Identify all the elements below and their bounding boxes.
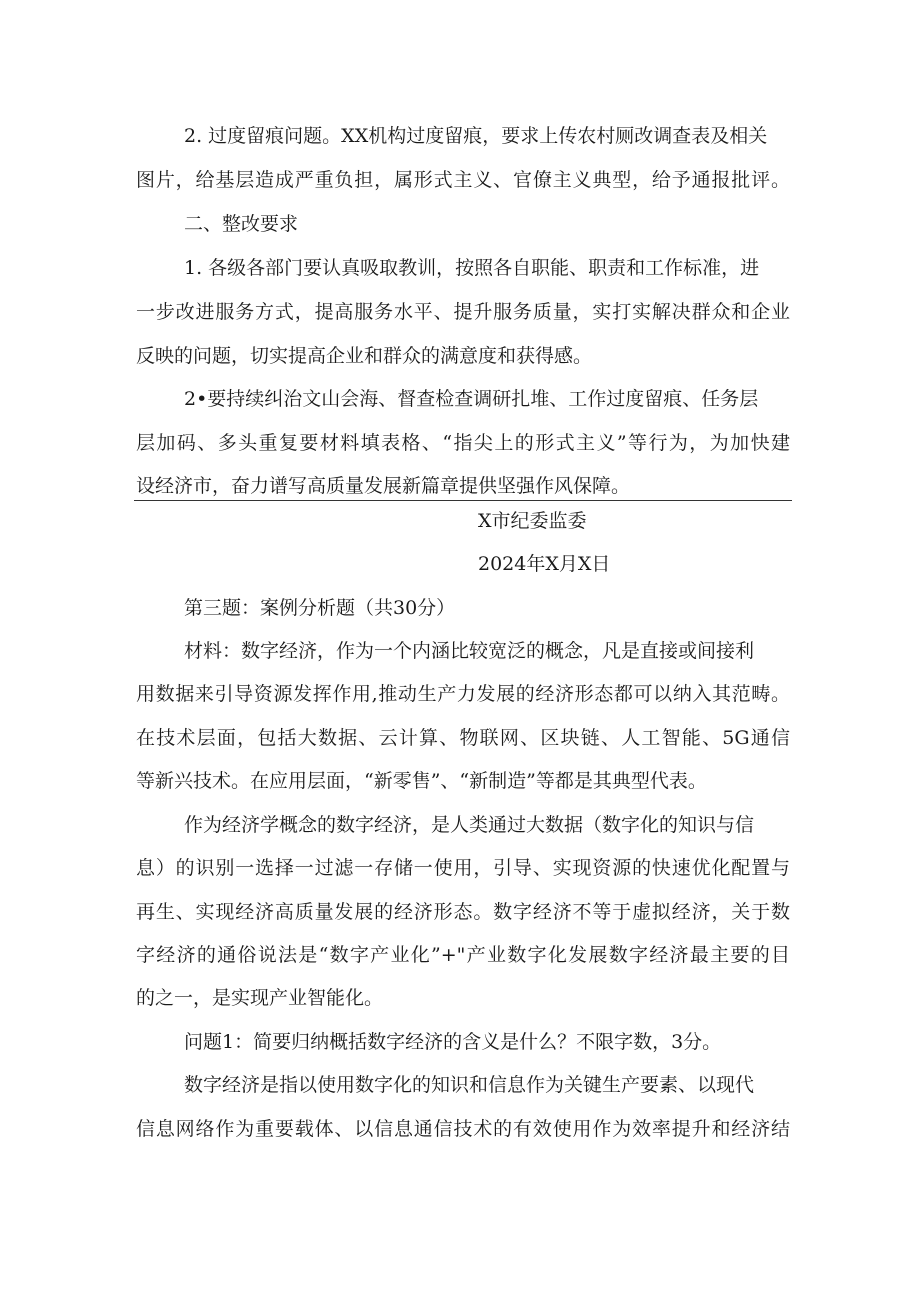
paragraph-line: 字经济的通俗说法是“数字产业化”+"产业数字化发展数字经济最主要的目	[136, 944, 790, 966]
paragraph-line: 层加码、多头重复要材料填表格、“指尖上的形式主义”等行为，为加快建	[136, 432, 790, 454]
paragraph-line: 1. 各级各部门要认真吸取教训，按照各自职能、职责和工作标准，进	[184, 257, 760, 279]
paragraph-line: 2. 过度留痕问题。XX机构过度留痕，要求上传农村厕改调查表及相关	[184, 125, 768, 147]
paragraph-line: 的之一，是实现产业智能化。	[136, 987, 384, 1009]
paragraph-line: 图片，给基层造成严重负担，属形式主义、官僚主义典型，给予通报批评。	[136, 169, 790, 191]
paragraph-line: 再生、实现经济高质量发展的经济形态。数字经济不等于虚拟经济，关于数	[136, 901, 790, 923]
signature-org: X市纪委监委	[478, 510, 587, 532]
paragraph-line: 材料：数字经济，作为一个内涵比较宽泛的概念，凡是直接或间接利	[184, 640, 755, 662]
paragraph-line: 设经济市，奋力谱写高质量发展新篇章提供坚强作风保障。	[136, 475, 631, 497]
paragraph-line: 2•要持续纠治文山会海、督查检查调研扎堆、工作过度留痕、任务层	[184, 388, 759, 410]
question-text: 问题1：简要归纳概括数字经济的含义是什么？不限字数，3分。	[184, 1031, 722, 1053]
paragraph-line: 用数据来引导资源发挥作用,推动生产力发展的经济形态都可以纳入其范畴。	[136, 683, 790, 705]
question-heading: 第三题：案例分析题（共30分）	[184, 597, 456, 619]
paragraph-line: 作为经济学概念的数字经济，是人类通过大数据（数字化的知识与信	[184, 814, 755, 836]
horizontal-rule	[134, 500, 792, 501]
paragraph-line: 数字经济是指以使用数字化的知识和信息作为关键生产要素、以现代	[184, 1074, 755, 1096]
paragraph-line: 反映的问题，切实提高企业和群众的满意度和获得感。	[136, 345, 593, 367]
paragraph-line: 一步改进服务方式，提高服务水平、提升服务质量，实打实解决群众和企业	[136, 301, 790, 323]
paragraph-line: 信息网络作为重要载体、以信息通信技术的有效使用作为效率提升和经济结	[136, 1118, 790, 1140]
paragraph-line: 等新兴技术。在应用层面，“新零售”、“新制造”等都是其典型代表。	[136, 770, 707, 792]
signature-date: 2024年X月X日	[478, 553, 611, 575]
section-heading: 二、整改要求	[184, 213, 299, 235]
paragraph-line: 息）的识别一选择一过滤一存储一使用，引导、实现资源的快速优化配置与	[136, 857, 790, 879]
paragraph-line: 在技术层面，包括大数据、云计算、物联网、区块链、人工智能、5G通信	[136, 727, 790, 749]
